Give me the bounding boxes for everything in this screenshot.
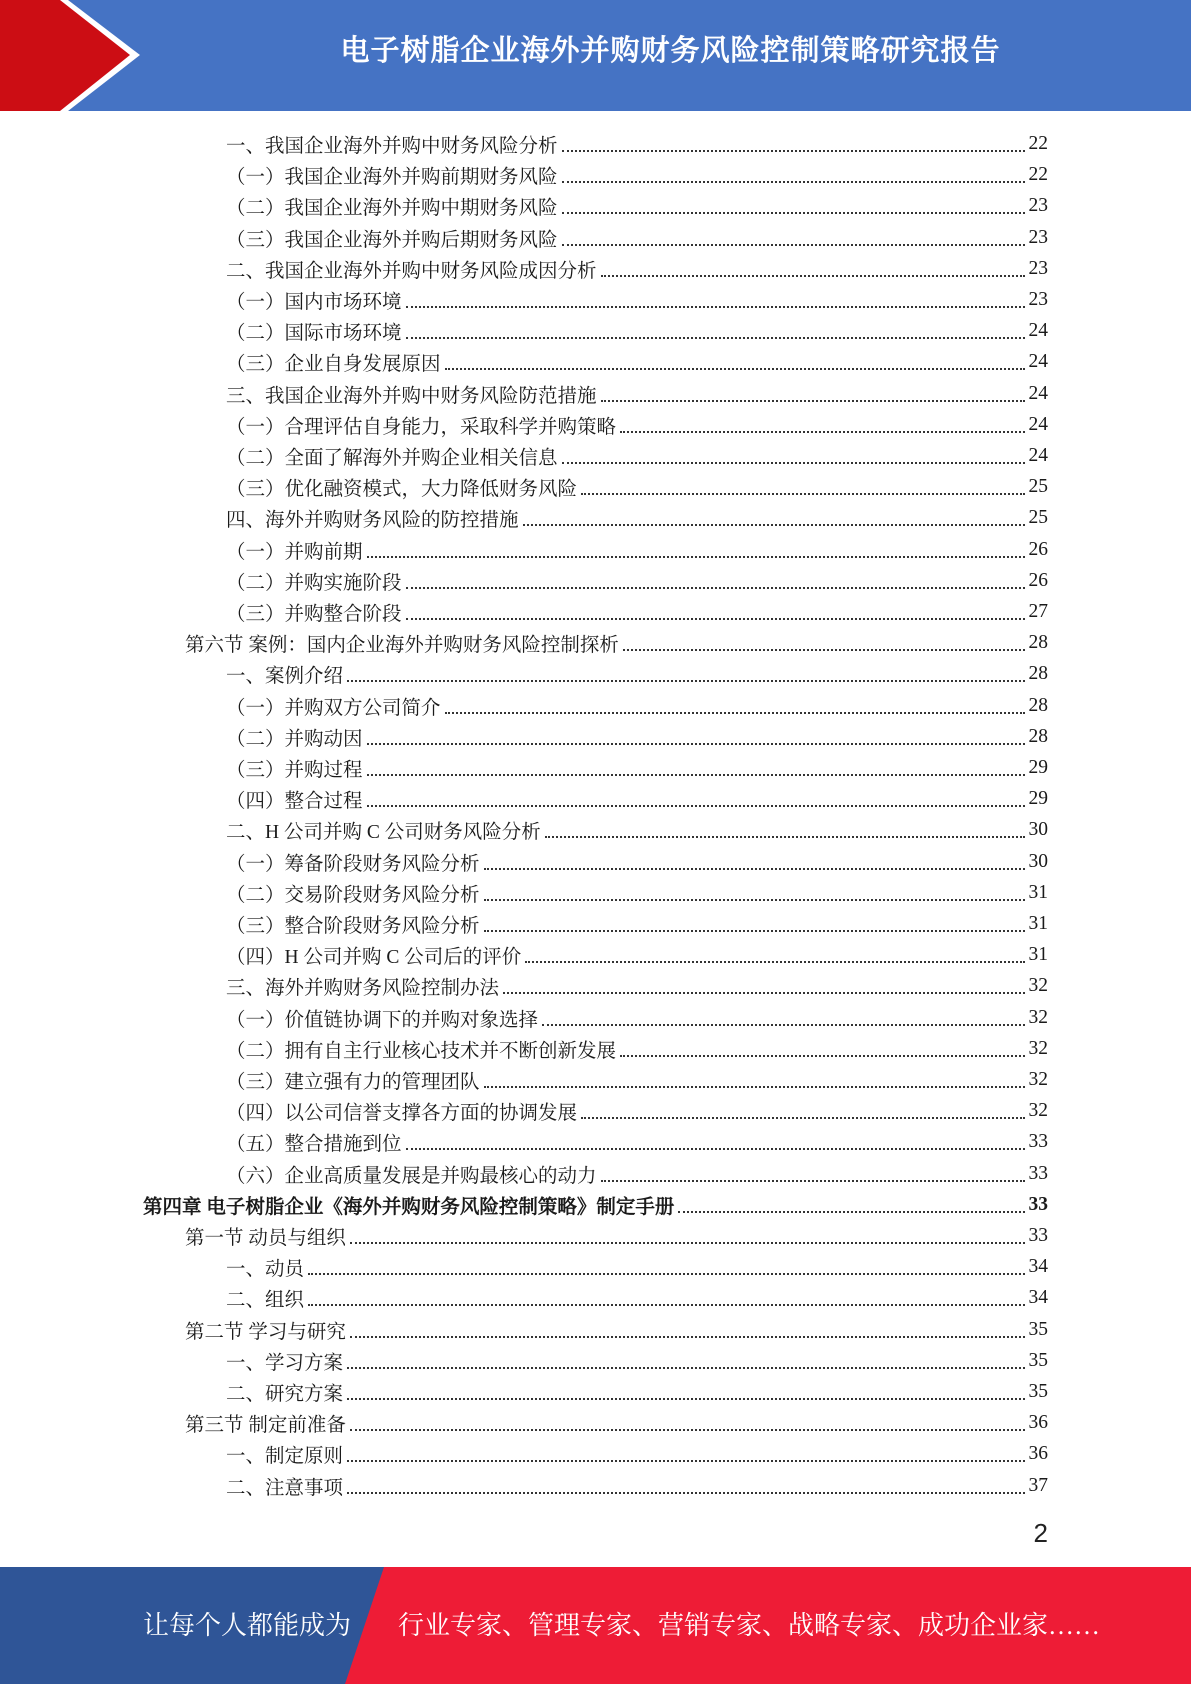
toc-entry[interactable] (226, 565, 1048, 596)
toc-entry-label: 二、注意事项 (226, 1477, 344, 1499)
toc-entry-page: 33 (1028, 1224, 1048, 1246)
toc-entry-label: （三）企业自身发展原因 (226, 353, 441, 375)
dot-leader (562, 212, 1025, 214)
toc-entry[interactable] (226, 409, 1048, 440)
toc-entry-label: （一）并购前期 (226, 541, 363, 563)
toc-entry-label: （三）并购整合阶段 (226, 603, 402, 625)
toc-entry-label: （三）并购过程 (226, 759, 363, 781)
toc-entry-page: 23 (1028, 288, 1048, 310)
dot-leader (406, 587, 1025, 589)
page-header (0, 0, 1191, 111)
footer-slogan: 让每个人都能成为 (143, 1611, 352, 1640)
toc-entry-page: 36 (1028, 1411, 1048, 1433)
dot-leader (367, 743, 1025, 745)
toc-entry[interactable] (226, 159, 1048, 190)
toc-entry-page: 26 (1028, 569, 1048, 591)
toc-entry[interactable] (226, 1282, 1048, 1313)
toc-entry[interactable] (226, 222, 1048, 253)
toc-entry-label: （四）以公司信誉支撑各方面的协调发展 (226, 1102, 578, 1124)
toc-entry[interactable] (226, 690, 1048, 721)
dot-leader (406, 337, 1025, 339)
toc-entry[interactable] (226, 1438, 1048, 1469)
toc-entry-page: 27 (1028, 600, 1048, 622)
toc-entry-page: 32 (1028, 1037, 1048, 1059)
toc-entry-label: 第二节 学习与研究 (185, 1321, 346, 1343)
toc-entry[interactable] (226, 1376, 1048, 1407)
dot-leader (620, 431, 1024, 433)
toc-entry-page: 29 (1028, 756, 1048, 778)
toc-entry-page: 24 (1028, 382, 1048, 404)
toc-entry-page: 29 (1028, 787, 1048, 809)
toc-entry-page: 32 (1028, 1006, 1048, 1028)
toc-entry-page: 33 (1028, 1130, 1048, 1152)
toc-entry-page: 22 (1028, 132, 1048, 154)
dot-leader (445, 368, 1025, 370)
dot-leader (503, 992, 1024, 994)
dot-leader (350, 1242, 1025, 1244)
dot-leader (347, 1460, 1024, 1462)
toc-entry[interactable] (226, 440, 1048, 471)
toc-entry[interactable] (226, 1470, 1048, 1501)
toc-entry-label: （四）整合过程 (226, 790, 363, 812)
toc-entry[interactable] (226, 1251, 1048, 1282)
toc-entry[interactable] (226, 1345, 1048, 1376)
toc-entry-label: （一）价值链协调下的并购对象选择 (226, 1009, 539, 1031)
toc-entry[interactable] (226, 534, 1048, 565)
dot-leader (562, 244, 1025, 246)
dot-leader (601, 400, 1025, 402)
dot-leader (678, 1211, 1024, 1213)
toc-entry-label: 一、制定原则 (226, 1445, 344, 1467)
header-arrow-graphic (0, 0, 160, 111)
dot-leader (406, 306, 1025, 308)
toc-entry-label: 二、研究方案 (226, 1383, 344, 1405)
toc-entry[interactable] (226, 502, 1048, 533)
toc-entry-page: 31 (1028, 943, 1048, 965)
page-number: 2 (1033, 1518, 1048, 1548)
toc-chapter-entry[interactable] (143, 1189, 1048, 1220)
toc-entry-label: 三、我国企业海外并购中财务风险防范措施 (226, 385, 597, 407)
toc-entry-page: 23 (1028, 257, 1048, 279)
toc-entry[interactable] (226, 846, 1048, 877)
document-title: 电子树脂企业海外并购财务风险控制策略研究报告 (340, 33, 1001, 67)
toc-entry-page: 36 (1028, 1442, 1048, 1464)
toc-entry-page: 25 (1028, 506, 1048, 528)
toc-entry[interactable] (226, 378, 1048, 409)
dot-leader (350, 1336, 1025, 1338)
toc-entry-label: （二）全面了解海外并购企业相关信息 (226, 447, 558, 469)
toc-entry-label: （三）整合阶段财务风险分析 (226, 915, 480, 937)
toc-entry[interactable] (226, 783, 1048, 814)
toc-entry-page: 23 (1028, 226, 1048, 248)
toc-entry[interactable] (226, 970, 1048, 1001)
dot-leader (347, 1492, 1024, 1494)
toc-entry[interactable] (226, 1126, 1048, 1157)
toc-entry[interactable] (226, 939, 1048, 970)
toc-entry-label: （二）国际市场环境 (226, 322, 402, 344)
toc-entry[interactable] (226, 1033, 1048, 1064)
dot-leader (545, 836, 1025, 838)
dot-leader (484, 868, 1025, 870)
toc-entry-page: 23 (1028, 194, 1048, 216)
toc-entry-page: 35 (1028, 1380, 1048, 1402)
toc-entry-label: （五）整合措施到位 (226, 1133, 402, 1155)
toc-entry-label: （六）企业高质量发展是并购最核心的动力 (226, 1165, 597, 1187)
toc-entry[interactable] (226, 721, 1048, 752)
dot-leader (367, 805, 1025, 807)
toc-entry[interactable] (185, 1314, 1048, 1345)
toc-entry[interactable] (226, 1064, 1048, 1095)
toc-entry-page: 30 (1028, 818, 1048, 840)
dot-leader (347, 680, 1024, 682)
toc-entry-label: 一、动员 (226, 1258, 305, 1280)
toc-entry-page: 24 (1028, 444, 1048, 466)
toc-entry-label: （二）拥有自主行业核心技术并不断创新发展 (226, 1040, 617, 1062)
toc-entry-label: （二）并购实施阶段 (226, 572, 402, 594)
toc-entry-page: 28 (1028, 725, 1048, 747)
toc-entry-page: 33 (1028, 1162, 1048, 1184)
toc-entry-page: 34 (1028, 1255, 1048, 1277)
toc-entry-page: 31 (1028, 912, 1048, 934)
toc-entry-page: 32 (1028, 1099, 1048, 1121)
dot-leader (484, 930, 1025, 932)
toc-entry[interactable] (226, 315, 1048, 346)
toc-entry[interactable] (185, 1220, 1048, 1251)
dot-leader (367, 774, 1025, 776)
toc-entry-page: 30 (1028, 850, 1048, 872)
toc-entry-label: （二）并购动因 (226, 728, 363, 750)
dot-leader (581, 1117, 1024, 1119)
dot-leader (623, 649, 1025, 651)
toc-entry-label: （四）H 公司并购 C 公司后的评价 (226, 946, 522, 968)
dot-leader (347, 1367, 1024, 1369)
dot-leader (562, 181, 1025, 183)
toc-entry[interactable] (226, 877, 1048, 908)
toc-entry-label: 二、我国企业海外并购中财务风险成因分析 (226, 260, 597, 282)
toc-entry[interactable] (226, 658, 1048, 689)
dot-leader (347, 1398, 1024, 1400)
dot-leader (484, 899, 1025, 901)
toc-entry-page: 25 (1028, 475, 1048, 497)
toc-entry-label: （一）国内市场环境 (226, 291, 402, 313)
toc-entry[interactable] (226, 814, 1048, 845)
toc-entry-label: （二）交易阶段财务风险分析 (226, 884, 480, 906)
toc-entry-label: 第一节 动员与组织 (185, 1227, 346, 1249)
toc-entry-label: （二）我国企业海外并购中期财务风险 (226, 197, 558, 219)
toc-entry[interactable] (226, 253, 1048, 284)
dot-leader (620, 1055, 1024, 1057)
dot-leader (542, 1024, 1024, 1026)
toc-entry-label: （一）筹备阶段财务风险分析 (226, 853, 480, 875)
dot-leader (525, 961, 1024, 963)
dot-leader (406, 618, 1025, 620)
toc-entry[interactable] (226, 190, 1048, 221)
toc-entry-page: 22 (1028, 163, 1048, 185)
toc-entry-page: 37 (1028, 1474, 1048, 1496)
toc-entry-page: 24 (1028, 350, 1048, 372)
toc-entry-label: 第六节 案例：国内企业海外并购财务风险控制探析 (185, 634, 619, 656)
toc-entry-label: （一）合理评估自身能力，采取科学并购策略 (226, 416, 617, 438)
toc-entry-page: 24 (1028, 319, 1048, 341)
toc-entry-label: 第三节 制定前准备 (185, 1414, 346, 1436)
dot-leader (350, 1429, 1025, 1431)
toc-entry[interactable] (226, 128, 1048, 159)
toc-entry[interactable] (185, 1407, 1048, 1438)
toc-entry-page: 34 (1028, 1286, 1048, 1308)
dot-leader (484, 1086, 1025, 1088)
toc-entry[interactable] (226, 596, 1048, 627)
toc-entry-page: 32 (1028, 974, 1048, 996)
toc-entry[interactable] (226, 1095, 1048, 1126)
toc-entry-page: 33 (1028, 1193, 1048, 1215)
toc-entry[interactable] (226, 471, 1048, 502)
toc-entry[interactable] (226, 1002, 1048, 1033)
toc-entry-page: 28 (1028, 631, 1048, 653)
dot-leader (367, 556, 1025, 558)
dot-leader (445, 712, 1025, 714)
toc-entry-label: 二、组织 (226, 1289, 305, 1311)
toc-entry-page: 35 (1028, 1349, 1048, 1371)
toc-entry-page: 28 (1028, 662, 1048, 684)
toc-entry[interactable] (226, 1158, 1048, 1189)
toc-entry-page: 26 (1028, 538, 1048, 560)
dot-leader (562, 150, 1025, 152)
toc-entry[interactable] (185, 627, 1048, 658)
toc-entry-label: 二、H 公司并购 C 公司财务风险分析 (226, 821, 541, 843)
toc-entry-label: （三）建立强有力的管理团队 (226, 1071, 480, 1093)
toc-entry-label: （一）并购双方公司简介 (226, 697, 441, 719)
toc-entry-label: 一、学习方案 (226, 1352, 344, 1374)
footer-tagline: 行业专家、管理专家、营销专家、战略专家、成功企业家…… (398, 1611, 1101, 1640)
toc-entry-label: （一）我国企业海外并购前期财务风险 (226, 166, 558, 188)
dot-leader (308, 1304, 1024, 1306)
dot-leader (523, 524, 1025, 526)
toc-entry-page: 32 (1028, 1068, 1048, 1090)
toc-entry-page: 31 (1028, 881, 1048, 903)
dot-leader (308, 1273, 1024, 1275)
toc-entry-label: 一、我国企业海外并购中财务风险分析 (226, 135, 558, 157)
dot-leader (601, 1180, 1025, 1182)
toc-entry[interactable] (226, 284, 1048, 315)
toc-entry-label: 四、海外并购财务风险的防控措施 (226, 509, 519, 531)
page-footer (0, 1567, 1191, 1684)
dot-leader (581, 493, 1024, 495)
toc-entry[interactable] (226, 908, 1048, 939)
dot-leader (562, 462, 1025, 464)
toc-entry[interactable] (226, 752, 1048, 783)
dot-leader (406, 1148, 1025, 1150)
toc-entry-label: 三、海外并购财务风险控制办法 (226, 977, 500, 999)
toc-entry-label: （三）我国企业海外并购后期财务风险 (226, 229, 558, 251)
toc-entry-page: 35 (1028, 1318, 1048, 1340)
toc-entry-label: （三）优化融资模式，大力降低财务风险 (226, 478, 578, 500)
toc-entry-page: 28 (1028, 694, 1048, 716)
toc-entry-page: 24 (1028, 413, 1048, 435)
dot-leader (601, 275, 1025, 277)
toc-entry[interactable] (226, 346, 1048, 377)
toc-entry-label: 第四章 电子树脂企业《海外并购财务风险控制策略》制定手册 (143, 1196, 675, 1218)
toc-entry-label: 一、案例介绍 (226, 665, 344, 687)
